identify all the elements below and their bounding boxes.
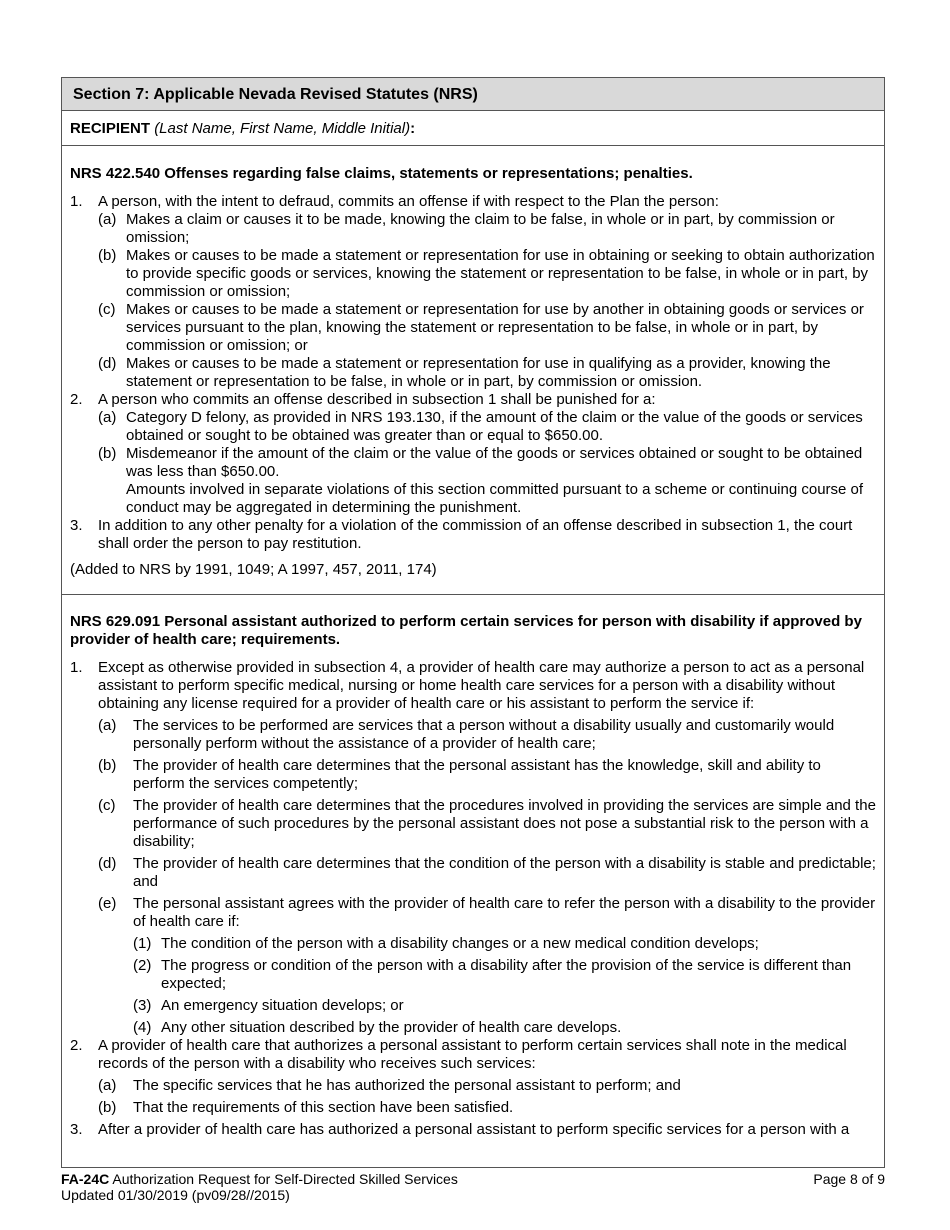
nrs-422-540-block — [62, 146, 884, 595]
form-id: FA-24C — [61, 1171, 110, 1187]
recipient-hint: (Last Name, First Name, Middle Initial) — [154, 120, 411, 137]
list-item: (3) An emergency situation develops; or — [133, 997, 404, 1014]
list-item: (b) The provider of health care determines that the personal assistant has the knowledge, skill and ability to perform the services competently; — [98, 757, 821, 792]
list-item: (a) Makes a claim or causes it to be made, knowing the claim to be false, in whole or in part, by commission or omission; — [98, 211, 835, 246]
updated-date: Updated 01/30/2019 (pv09/28//2015) — [61, 1187, 290, 1203]
list-item: (4) Any other situation described by the provider of health care develops. — [133, 1019, 622, 1036]
list-item: 1. A person, with the intent to defraud, commits an offense if with respect to the Plan the person: — [70, 193, 719, 210]
continuation-text: Amounts involved in separate violations of this section committed pursuant to a scheme or continuing course of conduct may be aggregated in determining the punishment. — [126, 481, 864, 516]
list-item: (1) The condition of the person with a disability changes or a new medical condition develops; — [133, 935, 759, 952]
recipient-colon: : — [410, 120, 416, 137]
form-title-line — [61, 1171, 458, 1187]
list-item: (c) The provider of health care determines that the procedures involved in providing the services are simple and the performance of such procedures by the personal assistant does not pose a substantial risk to the person with a disability; — [98, 797, 876, 850]
list-item: 3. After a provider of health care has authorized a personal assistant to perform specific services for a person with a — [70, 1121, 850, 1138]
list-item: 3. In addition to any other penalty for a violation of the commission of an offense described in subsection 1, the court shall order the person to pay restitution. — [70, 517, 853, 552]
list-item: (b) Misdemeanor if the amount of the claim or the value of the goods or services obtained or sought to be obtained was less than $650.00. — [98, 445, 863, 480]
nrs-629-091-title: NRS 629.091 Personal assistant authorized to perform certain services for person with disability if approved by provider of health care; requirements. — [70, 613, 862, 648]
list-item: 2. A person who commits an offense described in subsection 1 shall be punished for a: — [70, 391, 656, 408]
section-title: Section 7: Applicable Nevada Revised Statutes (NRS) — [62, 78, 884, 111]
page-number: Page 8 of 9 — [813, 1171, 885, 1187]
list-item: (e) The personal assistant agrees with the provider of health care to refer the person with a disability to the provider of health care if: — [98, 895, 876, 930]
nrs-422-540-title: NRS 422.540 Offenses regarding false claims, statements or representations; penalties. — [70, 165, 693, 182]
list-item: (a) The specific services that he has authorized the personal assistant to perform; and — [98, 1077, 681, 1094]
list-item: (a) The services to be performed are services that a person without a disability usually and customarily would personally perform without the assistance of a provider of health care; — [98, 717, 835, 752]
page-footer — [61, 1167, 885, 1203]
recipient-field[interactable] — [62, 111, 884, 146]
list-item: 1. Except as otherwise provided in subsection 4, a provider of health care may authorize a person to act as a personal assistant to perform specific medical, nursing or home health care services for a person with a disability without obtaining any license required for a provider of health care or his assistant to perform the service if: — [70, 659, 865, 712]
history-note: (Added to NRS by 1991, 1049; A 1997, 457, 2011, 174) — [70, 561, 437, 578]
list-item: (b) Makes or causes to be made a statement or representation for use in obtaining or seeking to obtain authorization to provide specific goods or services, knowing the statement or representation to be false, in whole or in part, by commission or omission; — [98, 247, 875, 300]
section-frame — [61, 77, 885, 1167]
list-item: (2) The progress or condition of the person with a disability after the provision of the service is different than expected; — [133, 957, 852, 992]
list-item: (b) That the requirements of this section have been satisfied. — [98, 1099, 514, 1116]
form-title: Authorization Request for Self-Directed Skilled Services — [112, 1171, 458, 1187]
list-item: 2. A provider of health care that authorizes a personal assistant to perform certain services shall note in the medical records of the person with a disability who receives such services: — [70, 1037, 847, 1072]
list-item: (c) Makes or causes to be made a statement or representation for use by another in obtaining goods or services or services pursuant to the plan, knowing the statement or representation to be false, in whole or in part, by commission or omission; or — [98, 301, 864, 354]
list-item: (d) Makes or causes to be made a statement or representation for use in qualifying as a provider, knowing the statement or representation to be false, in whole or in part, by commission or omission. — [98, 355, 831, 390]
recipient-label: RECIPIENT — [70, 120, 151, 137]
list-item: (d) The provider of health care determines that the condition of the person with a disability is stable and predictable; and — [98, 855, 876, 890]
nrs-629-091-block — [62, 595, 884, 1139]
list-item: (a) Category D felony, as provided in NRS 193.130, if the amount of the claim or the value of the goods or services obtained or sought to be obtained was greater than or equal to $650.00. — [98, 409, 863, 444]
